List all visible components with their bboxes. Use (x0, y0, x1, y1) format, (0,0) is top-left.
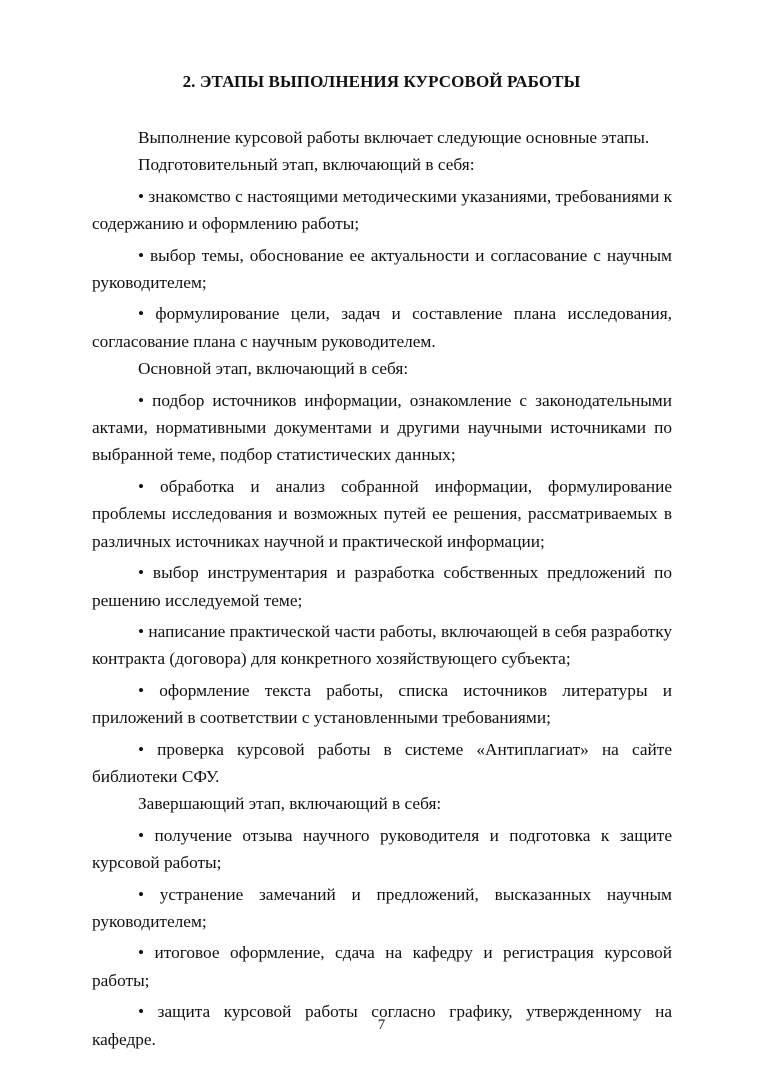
list-item: • получение отзыва научного руководителя и подготовка к защите курсовой работы; (92, 825, 672, 873)
list-item: • знакомство с настоящими методическими указаниями, требованиями к содержанию и оформлению работы; (92, 186, 672, 234)
list-item: • защита курсовой работы согласно графику, утвержденному на кафедре. (92, 1002, 672, 1049)
list-item: • проверка курсовой работы в системе «Антиплагиат» на сайте библиотеки СФУ. (92, 739, 672, 786)
list-item: • написание практической части работы, включающей в себя разработку контракта (договора) для конкретного хозяйствующего субъекта; (92, 621, 672, 669)
paragraph-main-stage: Основной этап, включающий в себя: (138, 359, 409, 379)
paragraph-intro: Выполнение курсовой работы включает следующие основные этапы. (138, 128, 650, 147)
list-item: • устранение замечаний и предложений, высказанных научным руководителем; (92, 884, 672, 931)
paragraph-preparatory-stage: Подготовительный этап, включающий в себя: (138, 155, 475, 175)
body-text (92, 124, 672, 1053)
page-number: 7 (377, 1017, 386, 1033)
list-item: • обработка и анализ собранной информации, формулирование проблемы исследования и возможных путей ее решения, рассматриваемых в различных источниках научной и практической информации; (92, 476, 672, 551)
section-title: 2. ЭТАПЫ ВЫПОЛНЕНИЯ КУРСОВОЙ РАБОТЫ (182, 72, 581, 91)
paragraph-final-stage: Завершающий этап, включающий в себя: (138, 794, 442, 814)
list-item: • формулирование цели, задач и составление плана исследования, согласование плана с научным руководителем. (92, 304, 672, 351)
list-item: • выбор инструментария и разработка собственных предложений по решению исследуемой теме; (92, 563, 672, 610)
list-item: • оформление текста работы, списка источников литературы и приложений в соответствии с установленными требованиями; (92, 680, 672, 728)
list-item: • подбор источников информации, ознакомление с законодательными актами, нормативными документами и другими научными источниками по выбранной теме, подбор статистических данных; (92, 390, 672, 465)
list-item: • итоговое оформление, сдача на кафедру и регистрация курсовой работы; (92, 943, 672, 990)
list-item: • выбор темы, обоснование ее актуальности и согласование с научным руководителем; (92, 245, 672, 293)
